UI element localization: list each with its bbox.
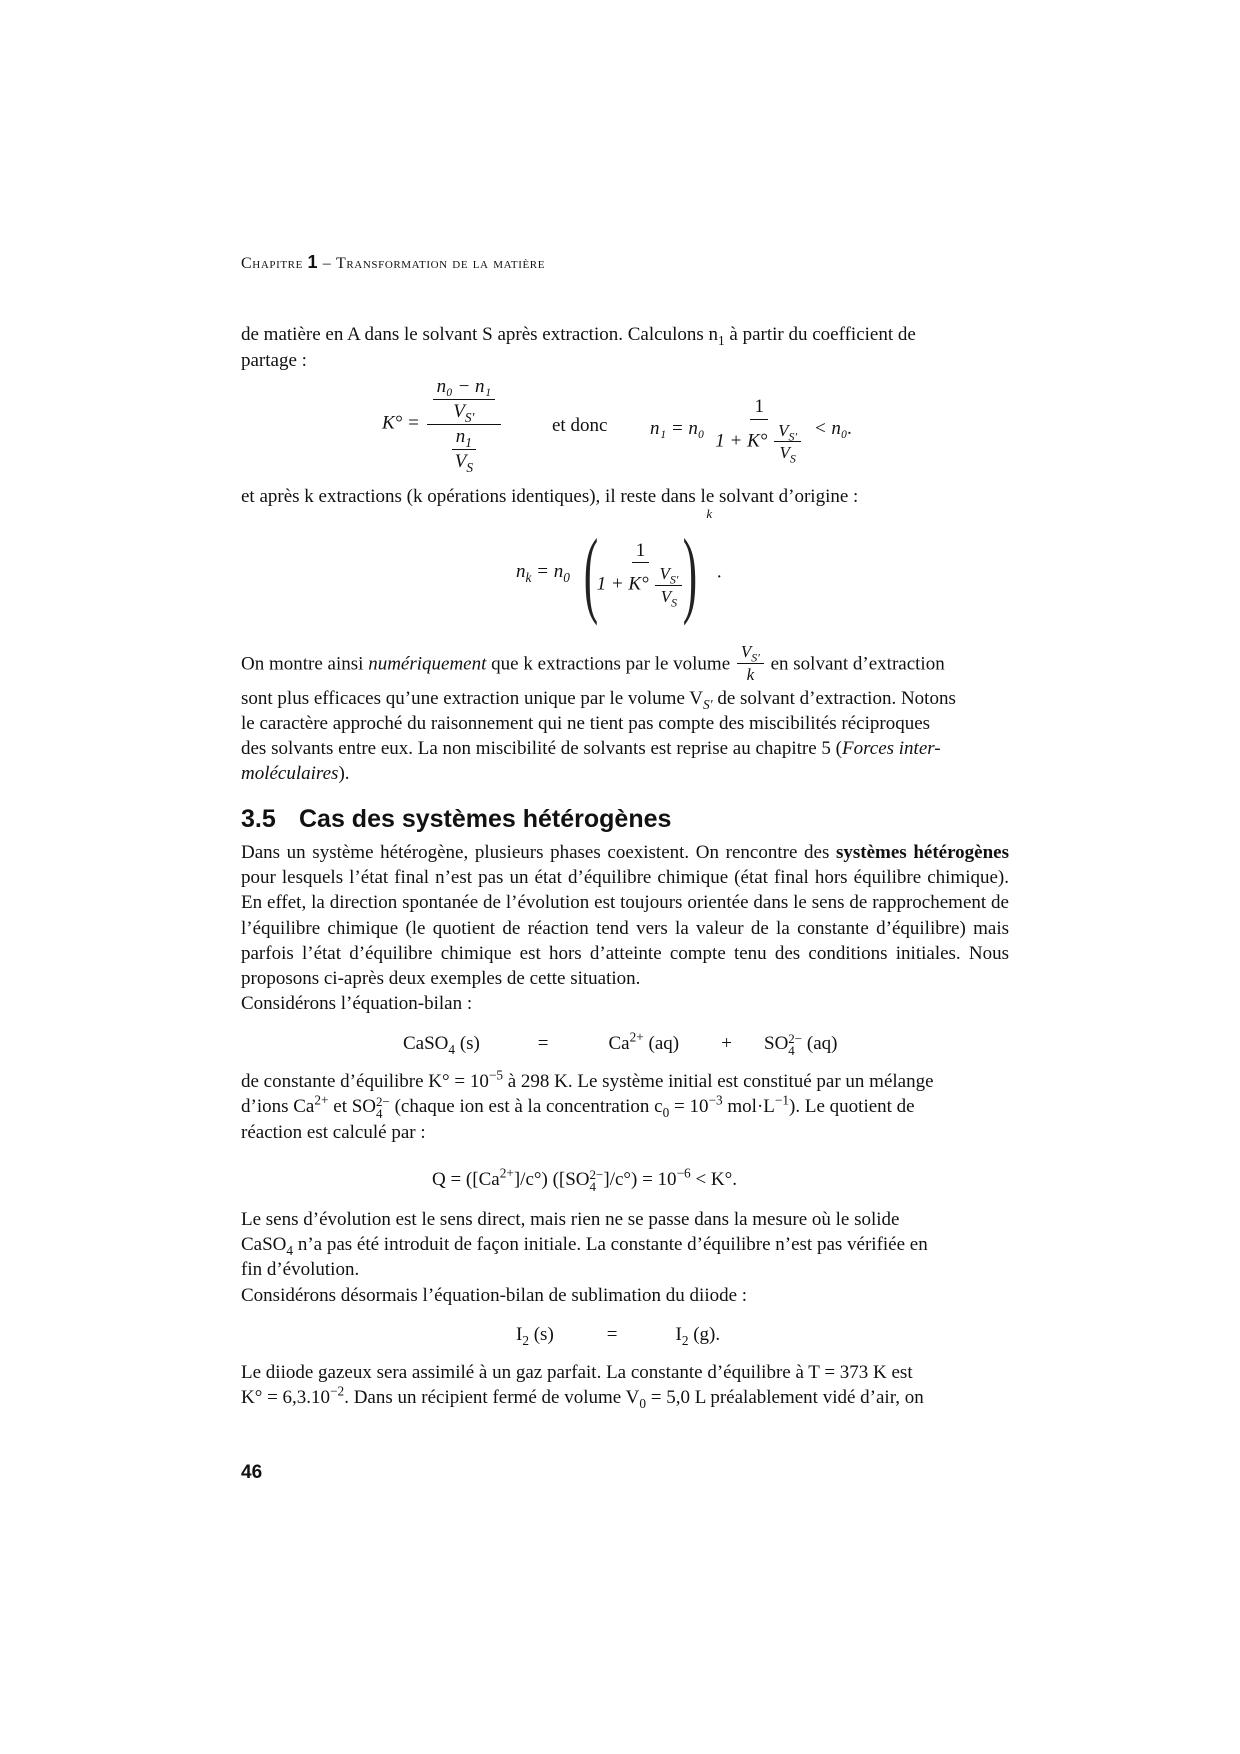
para4-bold: systèmes hétérogènes [835, 842, 1009, 863]
chapter-title: Transformation de la matière [335, 255, 546, 272]
para7-l1: Le sens d’évolution est le sens direct, mais rien ne se passe dans la mesure où le solide [241, 1209, 900, 1230]
para7-l3: fin d’évolution. [241, 1259, 360, 1281]
r1-reactant: CaSO [403, 1033, 449, 1054]
eq1-vsprime: V [453, 400, 465, 422]
r2-product-state: (g). [688, 1324, 721, 1345]
para3-l3: le caractère approché du raisonnement qui ne tient pas compte des miscibilités réciproques [241, 713, 931, 735]
eq3-sup2: 2− [589, 1166, 604, 1182]
para6-l2-sup1: 2+ [314, 1092, 329, 1108]
para4-b: pour lesquels l’état final n’est pas un état d’équilibre chimique (état final hors équilibre chimique). En effet, la direction spontanée de l’évolution est toujours orientée dans le sens de rapprochement de l’équilibre chimique (le quotient de réaction tend vers la valeur de la constante d’équilibre) mais parfois l’état d’équilibre chimique est hors d’atteinte compte tenu des conditions initiales. Nous proposons ci-après deux exemples de cette situation. [241, 867, 1009, 990]
r2-reactant: I [516, 1324, 523, 1345]
para6-l2e: mol·L [722, 1096, 775, 1118]
equation-nk: $n_k = n_0$ ( 1 1 + K° $\frac{V_{S'}}{V_S}$ )$^k$ . [516, 506, 722, 626]
paragraph-constant [241, 1069, 1009, 1145]
eq2-eq-sub: 0 [563, 570, 570, 586]
chapter-number: 1 [307, 252, 319, 272]
eq2-lhs-sub: k [525, 570, 532, 586]
para9-l2-sub: 0 [639, 1396, 646, 1411]
para6-l2d-sup: −3 [708, 1092, 723, 1108]
para9-l2b: . Dans un récipient fermé de volume V [344, 1387, 640, 1409]
para6-l2-sup2: 2− [376, 1093, 390, 1109]
paragraph-heterogeneous [241, 840, 1009, 1016]
eq2-left-paren: ( [583, 519, 598, 626]
eq1-vs: V [454, 450, 467, 472]
para9-l2c: = 5,0 L préalablement vidé d’air, on [645, 1387, 924, 1409]
para7-l2b: n’a pas été introduit de façon initiale. La constante d’équilibre n’est pas vérifiée en [293, 1234, 928, 1256]
eq3-a: Q = ([Ca [432, 1169, 500, 1190]
eq1-n0-minus-n1: n₀ − n₁ [433, 376, 496, 400]
eq1-compound-fraction: $\frac{\frac{\text{n₀ − n₁}}{V_{S'}}}{\frac{n_1}{V_S}}$ [427, 376, 502, 472]
eq1-et-donc: et donc [552, 415, 608, 436]
r1-reactant-state: (s) [455, 1033, 480, 1054]
para6-l1a: de constante d’équilibre K° = 10 [241, 1071, 489, 1092]
eq2-one-plus-k: 1 + K° [596, 573, 649, 595]
eq2-eq: = n [531, 561, 564, 583]
para6-l2b: et SO [328, 1096, 377, 1118]
para3-l1b: que k extractions par le volume [486, 653, 731, 675]
para6-l2e-sup: −1 [774, 1092, 790, 1108]
para7-l2-sub: 4 [286, 1243, 294, 1258]
para9-l2a: K° = 6,3.10 [241, 1387, 331, 1409]
eq1-n1-eq-n0: n₁ = n₀ [650, 417, 705, 439]
r2-reactant-sub: 2 [522, 1332, 529, 1348]
eq2-lhs: n [516, 561, 526, 583]
r1-p2-sub: 4 [788, 1042, 795, 1058]
para6-l1-sup: −5 [488, 1067, 503, 1083]
equation-quotient [432, 1167, 737, 1193]
para3-l5-em: moléculaires [241, 763, 339, 785]
r1-p2: SO [764, 1033, 789, 1054]
equation-n1: n₁ = n₀ 1 1 + K° $\frac{V_{S'}}{V_S}$ < n₀. [650, 396, 853, 466]
eq3-c: ]/c°) = 10 [603, 1169, 677, 1190]
para3-l2: sont plus efficaces qu’une extraction unique par le volume V [241, 688, 704, 710]
eq3-d: < K°. [690, 1169, 738, 1190]
r1-reactant-sub: 4 [448, 1041, 456, 1057]
r1-plus: + [721, 1033, 732, 1054]
paragraph-direct-sense [241, 1207, 1009, 1308]
para6-l2c-sub: 0 [662, 1105, 670, 1120]
paragraph-numerical: On montre ainsi numériquement que k extractions par le volume $\frac{V_{S'}}{k}$ en solvant d’extraction sont plus efficaces qu’une extraction unique par le volume $V_{S'}$ de solvant d’extraction. Notons le caractère approché du raisonnement qui ne tient pas compte des miscibilités réciproques des solvants entre eux. La non miscibilité de solvants est reprise au chapitre 5 (Forces inter- moléculaires). [241, 644, 1009, 786]
para1-line1: de matière en A dans le solvant S après extraction. Calculons n [241, 324, 718, 345]
para7-l2a: CaSO [241, 1234, 287, 1256]
eq1-n1: n [455, 425, 466, 447]
para4-a: Dans un système hétérogène, plusieurs phases coexistent. On rencontre des [241, 842, 836, 863]
reaction-caso4 [403, 1031, 837, 1057]
para3-l1c: en solvant d’extraction [770, 653, 945, 675]
paragraph-diiode [241, 1360, 1009, 1410]
r1-p2-state: (aq) [802, 1033, 838, 1054]
para3-l1a: On montre ainsi [241, 653, 369, 675]
chapter-word: Chapitre [241, 255, 303, 272]
para8-text: Considérons désormais l’équation-bilan de sublimation du diiode : [241, 1284, 748, 1306]
r1-p1-sup: 2+ [629, 1029, 644, 1045]
r2-equals: = [606, 1324, 618, 1345]
eq3-sup3: −6 [676, 1165, 691, 1181]
section-heading [241, 803, 671, 837]
section-title: Cas des systèmes hétérogènes [299, 805, 672, 833]
para3-l2-end: de solvant d’extraction. Notons [712, 688, 956, 710]
r1-equals: = [537, 1033, 549, 1054]
eq1-one-plus-k: 1 + K° [715, 430, 768, 452]
para9-l2-sup: −2 [330, 1383, 345, 1399]
eq2-one: 1 [632, 540, 650, 564]
para2-text: et après k extractions (k opérations identiques), il reste dans le solvant d’origine : [241, 486, 859, 507]
para6-l2d: = 10 [669, 1096, 709, 1118]
reaction-diiode [516, 1322, 720, 1348]
para3-l1-em: numériquement [368, 653, 487, 675]
para6-l2a: d’ions Ca [241, 1096, 315, 1118]
r1-p1-state: (aq) [643, 1033, 680, 1054]
para5-text: Considérons l’équation-bilan : [241, 993, 473, 1015]
r1-p2-sup: 2− [788, 1030, 803, 1046]
para3-l4-em: Forces inter- [841, 738, 941, 760]
para9-l1: Le diiode gazeux sera assimilé à un gaz parfait. La constante d’équilibre à T = 373 K est [241, 1362, 913, 1383]
section-number: 3.5 [241, 805, 276, 833]
eq1-one: 1 [750, 396, 768, 420]
para3-l4a: des solvants entre eux. La non miscibilité de solvants est reprise au chapitre 5 ( [241, 738, 842, 760]
paragraph-k-extractions [241, 484, 1009, 510]
r2-reactant-state: (s) [528, 1324, 554, 1345]
eq3-sub: 4 [589, 1178, 597, 1194]
r2-product-sub: 2 [681, 1332, 689, 1348]
paragraph-intro [241, 322, 1009, 373]
eq1-lhs: K° = [382, 412, 420, 434]
para6-l2f: ). Le quotient de [789, 1096, 915, 1118]
eq3-b: ]/c°) ([SO [513, 1169, 590, 1190]
para1-line1-end: à partir du coefficient de [724, 324, 916, 345]
para3-frac-den: k [746, 664, 755, 684]
eq2-exponent: k [706, 506, 713, 522]
header-separator: – [322, 255, 332, 272]
running-header [241, 250, 545, 275]
r2-product: I [675, 1324, 682, 1345]
para1-sub: 1 [718, 332, 725, 348]
para3-l5-end: ). [338, 763, 350, 785]
para6-l3: réaction est calculé par : [241, 1121, 426, 1143]
eq1-lt-n0: < n₀. [813, 417, 853, 439]
eq3-sup1: 2+ [499, 1165, 514, 1181]
equation-partition-coefficient [382, 376, 503, 475]
eq2-right-paren: ) [683, 519, 698, 626]
para6-l2-sub: 4 [376, 1105, 383, 1121]
para1-line2: partage : [241, 349, 307, 371]
eq2-dot: . [716, 561, 722, 583]
para6-l1b: à 298 K. Le système initial est constitué par un mélange [502, 1071, 934, 1092]
r1-p1: Ca [608, 1033, 630, 1054]
page-number: 46 [241, 1462, 263, 1483]
para6-l2c: (chaque ion est à la concentration c [389, 1096, 663, 1118]
